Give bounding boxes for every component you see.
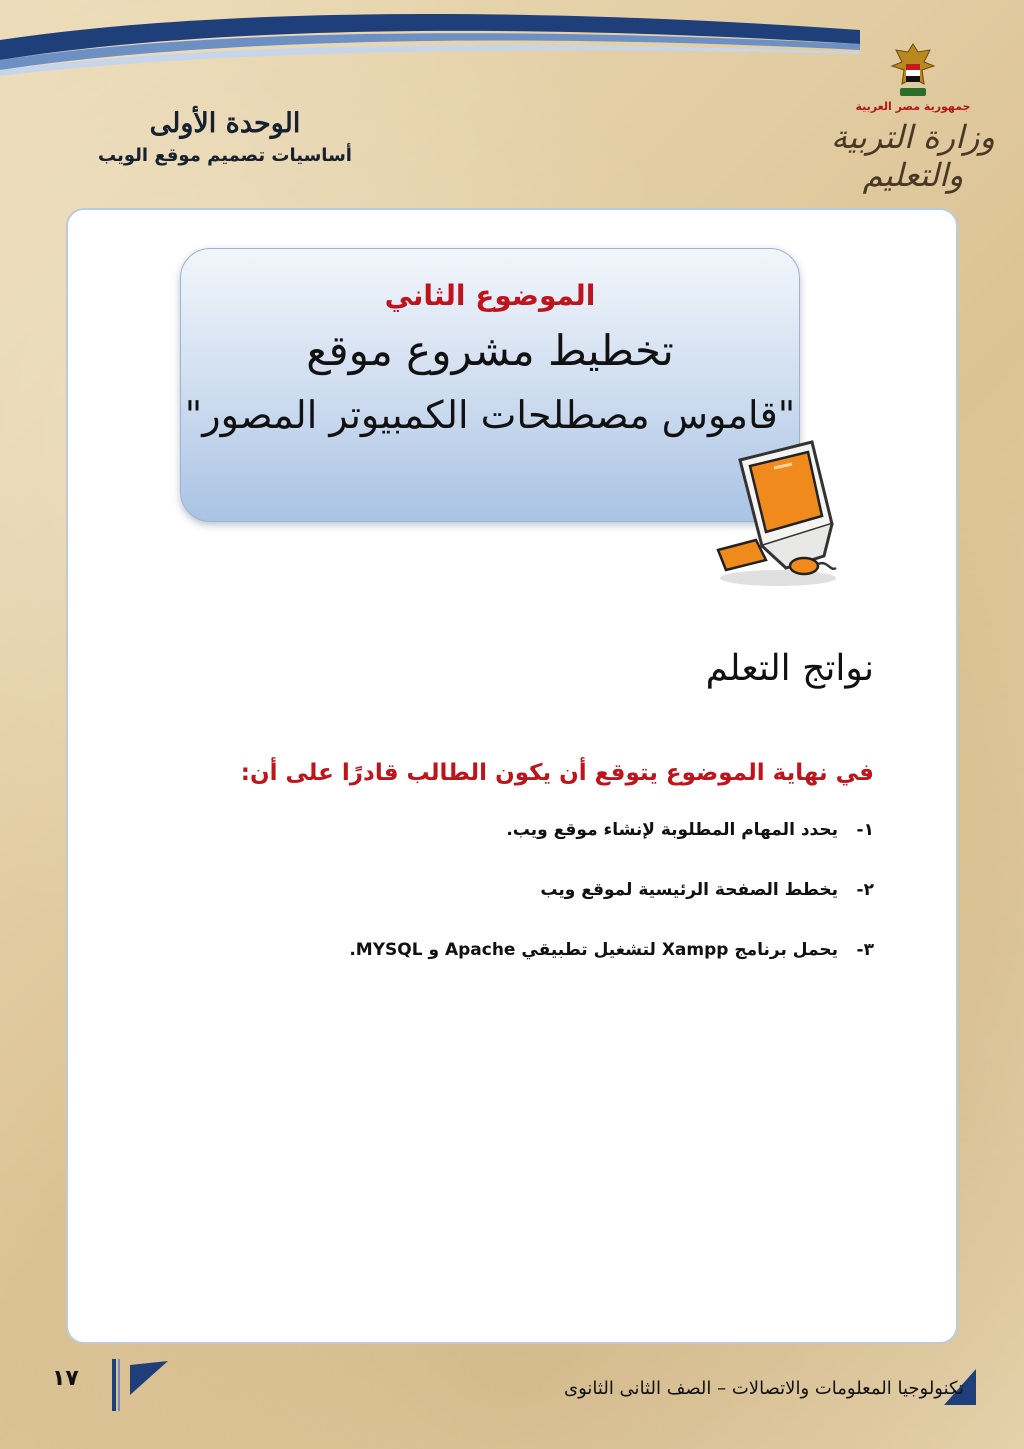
page-number: ١٧ [52, 1366, 79, 1391]
eagle-emblem-icon [888, 40, 938, 102]
outcomes-intro: في نهاية الموضوع يتوقع أن يكون الطالب قادرًا على أن: [240, 760, 874, 786]
outcome-text: يخطط الصفحة الرئيسية لموقع ويب [540, 880, 838, 900]
unit-title: الوحدة الأولى [149, 108, 301, 139]
outcome-number: ٢- [856, 880, 874, 900]
list-item [234, 940, 874, 1000]
topic-label: الموضوع الثاني [384, 279, 596, 312]
outcome-number: ٣- [856, 940, 874, 960]
list-item [234, 820, 874, 880]
topic-title: تخطيط مشروع موقع [306, 326, 674, 375]
outcomes-list [234, 820, 874, 1000]
ministry-calligraphy: وزارة التربية والتعليم [831, 118, 995, 194]
unit-header [90, 108, 360, 166]
topic-dictionary: "قاموس مصطلحات الكمبيوتر المصور" [184, 393, 796, 437]
outcome-number: ١- [856, 820, 874, 840]
outcome-text: يحدد المهام المطلوبة لإنشاء موقع ويب. [506, 820, 838, 840]
footer-course: تكنولوجيا المعلومات والاتصالات – الصف الثانى الثانوى [564, 1378, 964, 1399]
ministry-logo [818, 40, 1008, 194]
outcomes-heading: نواتج التعلم [705, 648, 874, 689]
outcome-text: يحمل برنامج Xampp لتشغيل تطبيقي Apache و MYSQL. [349, 940, 838, 960]
logo-country-text: جمهورية مصر العربية [855, 100, 971, 113]
list-item [234, 880, 874, 940]
computer-icon [700, 428, 840, 588]
unit-subtitle: أساسيات تصميم موقع الويب [98, 145, 352, 166]
